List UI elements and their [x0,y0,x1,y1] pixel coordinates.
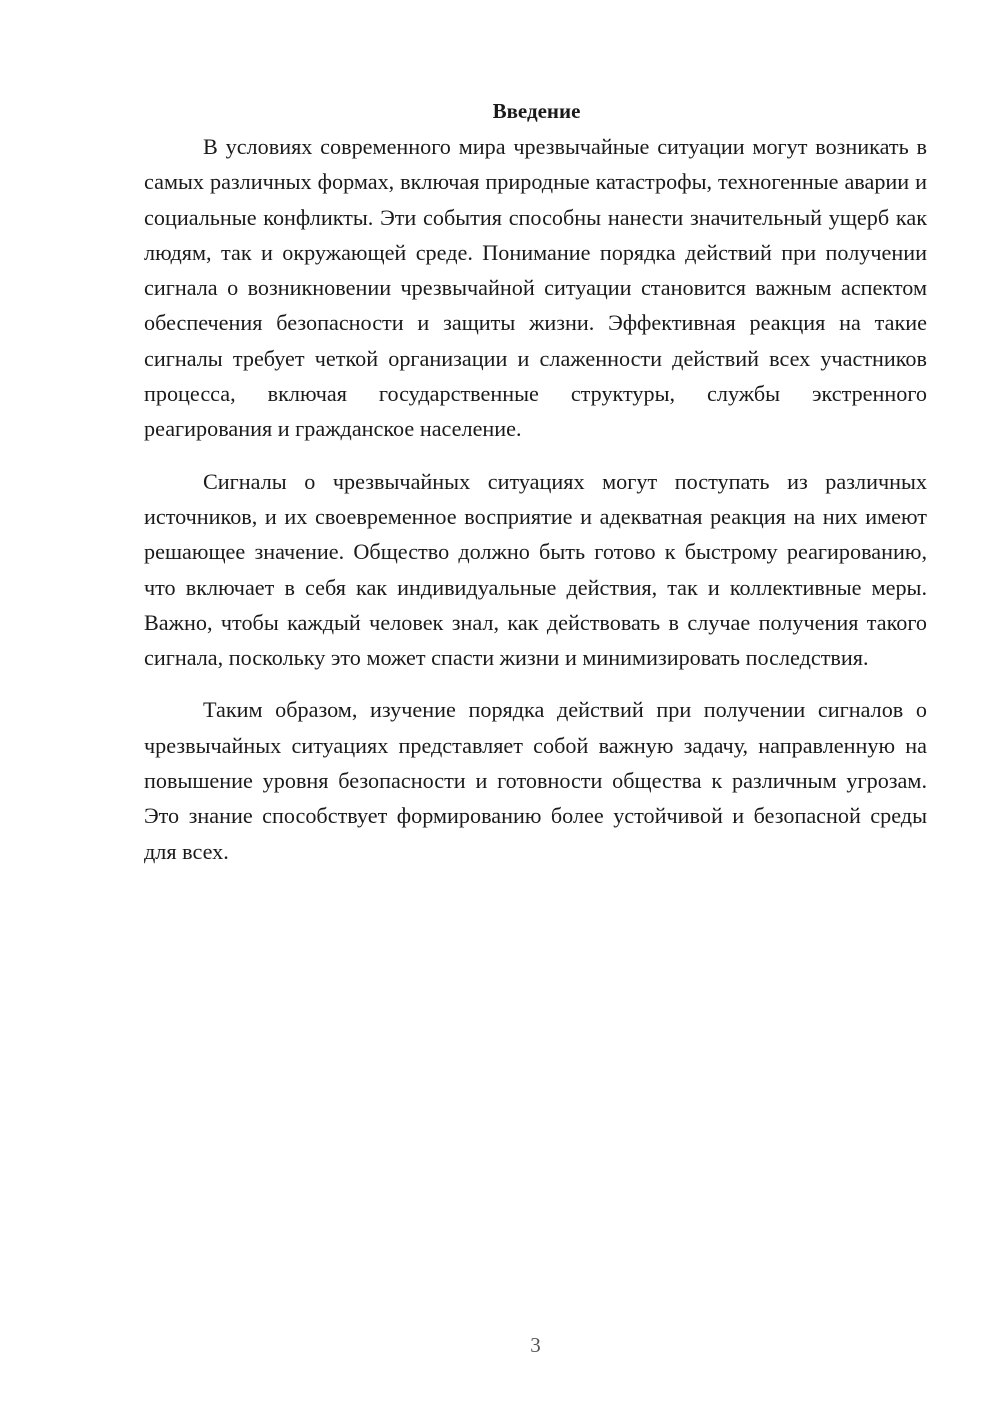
section-heading: Введение [492,99,581,123]
paragraph-3: Таким образом, изучение порядка действий при получении сигналов о чрезвычайных ситуациях представляет собой важную задачу, направленную на повышение уровня безопасности и готовности общества к различным угрозам. Это знание способствует формированию более устойчивой и безопасной среды для всех. [144,697,927,864]
page-number: 3 [530,1333,541,1357]
paragraph-1: В условиях современного мира чрезвычайные ситуации могут возникать в самых различных формах, включая природные катастрофы, техногенные аварии и социальные конфликты. Эти события способны нанести значительный ущерб как людям, так и окружающей среде. Понимание порядка действий при получении сигнала о возникновении чрезвычайной ситуации становится важным аспектом обеспечения безопасности и защиты жизни. Эффективная реакция на такие сигналы требует четкой организации и слаженности действий всех участников процесса, включая государственные структуры, службы экстренного реагирования и гражданское население. [144,134,927,442]
page-content [144,94,927,869]
paragraph-2: Сигналы о чрезвычайных ситуациях могут поступать из различных источников, и их своевременное восприятие и адекватная реакция на них имеют решающее значение. Общество должно быть готово к быстрому реагированию, что включает в себя как индивидуальные действия, так и коллективные меры. Важно, чтобы каждый человек знал, как действовать в случае получения такого сигнала, поскольку это может спасти жизни и минимизировать последствия. [144,468,927,671]
